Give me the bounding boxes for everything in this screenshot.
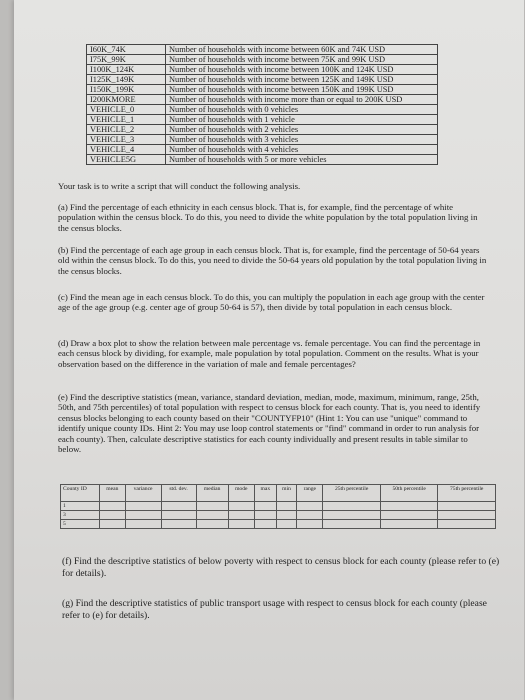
stats-header-cell: County ID [61, 485, 100, 502]
variable-row [87, 145, 438, 155]
task-b: (b) Find the percentage of each age group in each census block. That is, for example, find the percentage of 50-64 years old within the census block. To do this, you need to divide the 50-64 years old population by the total population living in the census blocks. [58, 245, 487, 276]
stats-row [61, 520, 496, 529]
variable-row [87, 85, 438, 95]
variable-row [87, 75, 438, 85]
stats-header-cell: min [276, 485, 297, 502]
variable-description: Number of households with 4 vehicles [166, 145, 438, 155]
variable-row [87, 55, 438, 65]
stats-header-cell: 50th percentile [380, 485, 438, 502]
stats-empty-cell [228, 520, 254, 529]
variable-key: VEHICLE_3 [87, 135, 166, 145]
variable-key: VEHICLE5G [87, 155, 166, 165]
stats-empty-cell [323, 502, 381, 511]
stats-empty-cell [323, 520, 381, 529]
county-id-cell: 1 [61, 502, 100, 511]
variable-description: Number of households with 1 vehicle [166, 115, 438, 125]
stats-header-cell: std. dev. [161, 485, 196, 502]
variable-key: I100K_124K [87, 65, 166, 75]
stats-empty-cell [161, 520, 196, 529]
stats-empty-cell [228, 502, 254, 511]
task-c: (c) Find the mean age in each census block. To do this, you can multiply the population in each age group with the center age of the age group (e.g. center age of group 50-64 is 57), then divide by total population in each census block. [58, 292, 485, 313]
variable-description: Number of households with income more than or equal to 200K USD [166, 95, 438, 105]
stats-header-cell: median [196, 485, 228, 502]
stats-empty-cell [254, 520, 276, 529]
variable-row [87, 105, 438, 115]
stats-empty-cell [297, 520, 323, 529]
variable-description: Number of households with income between 100K and 124K USD [166, 65, 438, 75]
variable-row [87, 115, 438, 125]
variable-description: Number of households with 5 or more vehicles [166, 155, 438, 165]
variable-description: Number of households with 3 vehicles [166, 135, 438, 145]
stats-header-cell: range [297, 485, 323, 502]
stats-empty-cell [100, 502, 126, 511]
stats-empty-cell [276, 511, 297, 520]
variable-description: Number of households with income between 125K and 149K USD [166, 75, 438, 85]
stats-empty-cell [297, 502, 323, 511]
stats-empty-cell [100, 511, 126, 520]
variable-key: I200KMORE [87, 95, 166, 105]
variable-row [87, 65, 438, 75]
stats-empty-cell [438, 520, 496, 529]
stats-header-cell: mode [228, 485, 254, 502]
variable-key: I125K_149K [87, 75, 166, 85]
stats-header-cell: 75th percentile [438, 485, 496, 502]
stats-empty-cell [380, 502, 438, 511]
variable-key: VEHICLE_4 [87, 145, 166, 155]
county-id-cell: 5 [61, 520, 100, 529]
variable-row [87, 155, 438, 165]
variable-key: I60K_74K [87, 45, 166, 55]
variable-description: Number of households with income between 150K and 199K USD [166, 85, 438, 95]
stats-table [60, 484, 496, 529]
stats-empty-cell [196, 511, 228, 520]
variable-description: Number of households with 0 vehicles [166, 105, 438, 115]
variable-key: I75K_99K [87, 55, 166, 65]
variable-key: I150K_199K [87, 85, 166, 95]
stats-empty-cell [380, 520, 438, 529]
variable-key: VEHICLE_1 [87, 115, 166, 125]
stats-header-cell: variance [125, 485, 161, 502]
stats-empty-cell [254, 511, 276, 520]
variable-row [87, 45, 438, 55]
stats-empty-cell [438, 511, 496, 520]
stats-header-cell: mean [100, 485, 126, 502]
stats-empty-cell [100, 520, 126, 529]
stats-empty-cell [323, 511, 381, 520]
stats-empty-cell [297, 511, 323, 520]
intro-text: Your task is to write a script that will conduct the following analysis. [58, 181, 301, 191]
stats-empty-cell [125, 520, 161, 529]
stats-empty-cell [438, 502, 496, 511]
variable-row [87, 135, 438, 145]
task-f: (f) Find the descriptive statistics of below poverty with respect to census block for each county (please refer to (e) for details). [62, 556, 500, 579]
variable-table [86, 44, 438, 165]
county-id-cell: 3 [61, 511, 100, 520]
variable-key: VEHICLE_2 [87, 125, 166, 135]
stats-empty-cell [196, 520, 228, 529]
stats-empty-cell [125, 502, 161, 511]
stats-empty-cell [161, 502, 196, 511]
task-a: (a) Find the percentage of each ethnicity in each census block. That is, for example, find the percentage of white population within the census block. To do this, you need to divide the white population by the total population living in the census blocks. [58, 202, 478, 233]
stats-empty-cell [276, 520, 297, 529]
stats-row [61, 511, 496, 520]
variable-row [87, 125, 438, 135]
stats-empty-cell [380, 511, 438, 520]
variable-key: VEHICLE_0 [87, 105, 166, 115]
stats-empty-cell [196, 502, 228, 511]
variable-description: Number of households with income between 60K and 74K USD [166, 45, 438, 55]
variable-description: Number of households with 2 vehicles [166, 125, 438, 135]
stats-header-cell: 25th percentile [323, 485, 381, 502]
stats-empty-cell [254, 502, 276, 511]
stats-empty-cell [161, 511, 196, 520]
stats-header-cell: max [254, 485, 276, 502]
task-e: (e) Find the descriptive statistics (mean, variance, standard deviation, median, mode, maximum, minimum, range, 25th, 50th, and 75th percentiles) of total population with respect to census block for each county. That is, you need to identify census blocks belonging to each county based on their "COUNTYFP10" (Hint 1: You can use "unique" command to identify unique county IDs. Hint 2: You may use loop control statements or "find" command in order to run analysis for each county). Then, calculate descriptive statistics for each county individually and present results in table similar to below. [58, 392, 481, 455]
stats-empty-cell [276, 502, 297, 511]
stats-row [61, 502, 496, 511]
task-g: (g) Find the descriptive statistics of public transport usage with respect to census block for each county (please refer to (e) for details). [62, 598, 487, 621]
variable-description: Number of households with income between 75K and 99K USD [166, 55, 438, 65]
stats-empty-cell [125, 511, 161, 520]
task-d: (d) Draw a box plot to show the relation between male percentage vs. female percentage. You can find the percentage in each census block by dividing, for example, male population by total population. Comment on the results. What is your observation based on the difference in the variation of male and female percentages? [58, 338, 481, 369]
variable-row [87, 95, 438, 105]
stats-empty-cell [228, 511, 254, 520]
